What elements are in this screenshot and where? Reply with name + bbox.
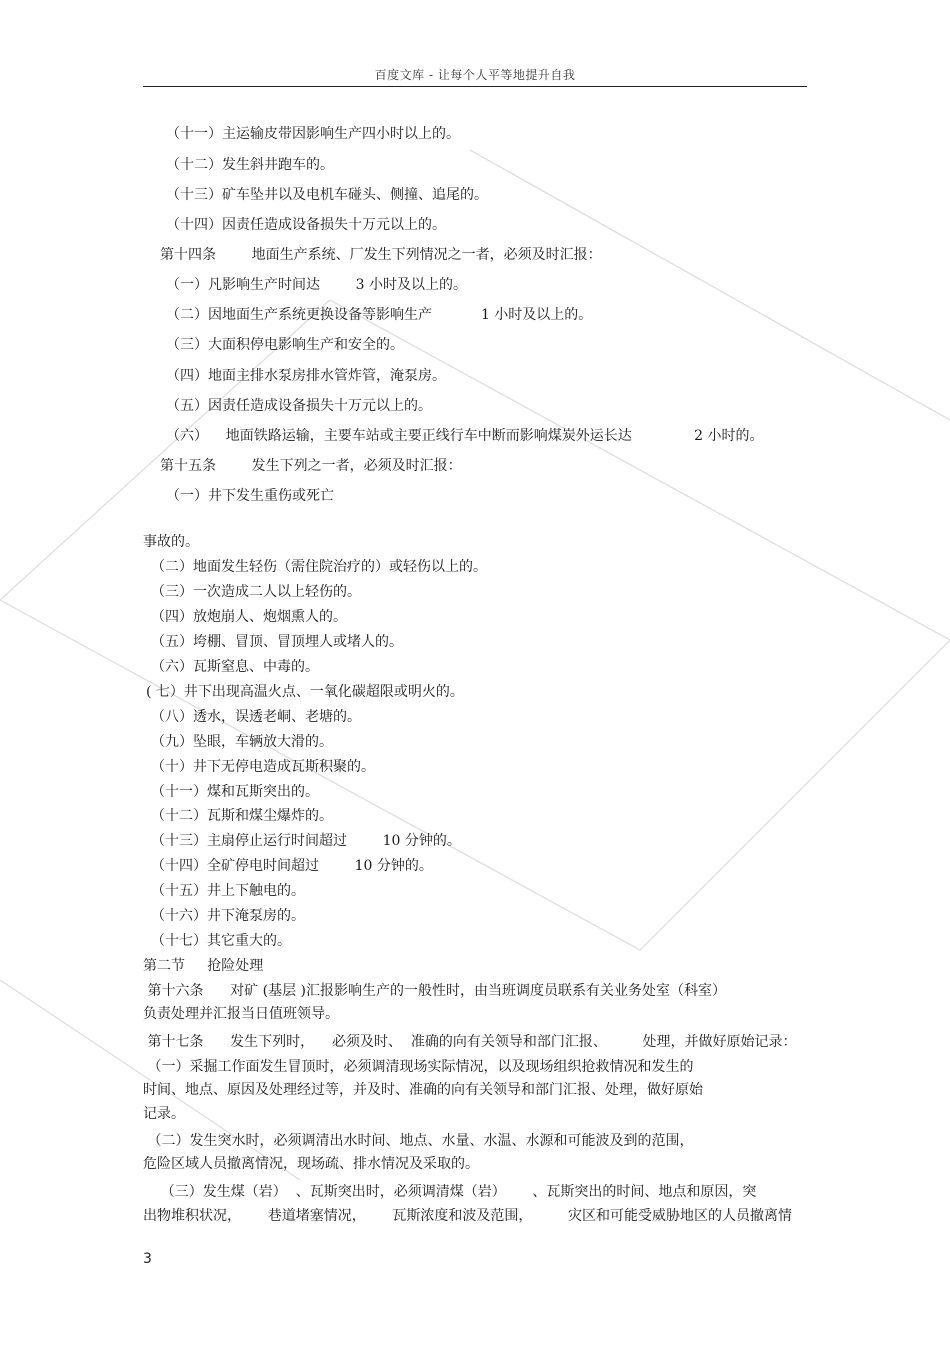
text-line: 事故的。 <box>143 534 199 550</box>
text-line: （十二）发生斜井跑车的。 <box>166 157 334 173</box>
text-line: 时间、地点、原因及处理经过等，并及时、准确的向有关领导和部门汇报、处理，做好原始 <box>143 1082 703 1098</box>
text-line: （四）放炮崩人、炮烟熏人的。 <box>151 609 347 625</box>
watermark-line <box>640 640 950 950</box>
text-line: （十三）矿车坠井以及电机车碰头、侧撞、追尾的。 <box>166 187 488 203</box>
watermark-line <box>470 150 950 420</box>
text-line: （十二）瓦斯和煤尘爆炸的。 <box>151 808 333 824</box>
text-line: ( 七）井下出现高温火点、一氧化碳超限或明火的。 <box>146 684 464 700</box>
text-line: （五）因责任造成设备损失十万元以上的。 <box>166 398 432 414</box>
text-line: （十五）井上下触电的。 <box>151 883 305 899</box>
text-line: 出物堆积状况， 巷道堵塞情况， 瓦斯浓度和波及范围， 灾区和可能受威胁地区的人员撤离情 <box>143 1208 793 1224</box>
text-line: （二）地面发生轻伤（需住院治疗的）或轻伤以上的。 <box>151 559 487 575</box>
text-line: （二）发生突水时，必须调清出水时间、地点、水量、水温、水源和可能波及到的范围， <box>143 1133 694 1149</box>
text-line: （三）一次造成二人以上轻伤的。 <box>151 584 361 600</box>
text-line: 第十七条 发生下列时， 必须及时、 准确的向有关领导和部门汇报、 处理，并做好原始记录： <box>143 1034 797 1050</box>
text-line: （三）大面积停电影响生产和安全的。 <box>166 337 404 353</box>
header-divider <box>143 86 807 87</box>
text-line: （三）发生煤（岩） 、瓦斯突出时，必须调清煤（岩） 、瓦斯突出的时间、地点和原因，突 <box>143 1184 757 1200</box>
text-line: （六） 地面铁路运输，主要车站或主要正线行车中断而影响煤炭外运长达 2 小时的。 <box>166 428 764 444</box>
text-line: （六）瓦斯窒息、中毒的。 <box>151 659 319 675</box>
page-header: 百度文库 - 让每个人平等地提升自我 <box>374 68 576 82</box>
text-line: （十四）全矿停电时间超过 10 分钟的。 <box>151 858 433 874</box>
text-line: 记录。 <box>143 1106 185 1122</box>
text-line: （十六）井下淹泵房的。 <box>151 908 305 924</box>
text-line: （五）垮棚、冒顶、冒顶埋人或堵人的。 <box>151 634 403 650</box>
text-line: （一）凡影响生产时间达 3 小时及以上的。 <box>166 277 467 293</box>
text-line: （十四）因责任造成设备损失十万元以上的。 <box>166 217 446 233</box>
text-line: 负责处理并汇报当日值班领导。 <box>143 1006 339 1022</box>
page-number: 3 <box>143 1251 152 1267</box>
text-line: （九）坠眼，车辆放大滑的。 <box>151 734 333 750</box>
text-line: （十）井下无停电造成瓦斯积聚的。 <box>151 759 375 775</box>
text-line: （二）因地面生产系统更换设备等影响生产 1 小时及以上的。 <box>166 307 593 323</box>
text-line: （一）井下发生重伤或死亡 <box>166 488 334 504</box>
text-line: 危险区域人员撤离情况，现场疏、排水情况及采取的。 <box>143 1156 479 1172</box>
text-line: 第十五条 发生下列之一者，必须及时汇报： <box>160 458 462 474</box>
text-line: （一）采掘工作面发生冒顶时，必须调清现场实际情况，以及现场组织抢救情况和发生的 <box>143 1059 694 1075</box>
text-line: （八）透水，误透老峒、老塘的。 <box>151 709 361 725</box>
text-line: （十一）煤和瓦斯突出的。 <box>151 784 319 800</box>
text-line: （十一）主运输皮带因影响生产四小时以上的。 <box>166 126 460 142</box>
text-line: 第十六条 对矿 (基层 )汇报影响生产的一般性时，由当班调度员联系有关业务处室（科室） <box>143 983 726 999</box>
text-line: （十三）主扇停止运行时间超过 10 分钟的。 <box>151 833 461 849</box>
text-line: （四）地面主排水泵房排水管炸管，淹泵房。 <box>166 368 446 384</box>
text-line: 第十四条 地面生产系统、厂发生下列情况之一者，必须及时汇报： <box>160 247 602 263</box>
text-line: （十七）其它重大的。 <box>151 933 291 949</box>
section-heading: 第二节 抢险处理 <box>143 958 264 974</box>
